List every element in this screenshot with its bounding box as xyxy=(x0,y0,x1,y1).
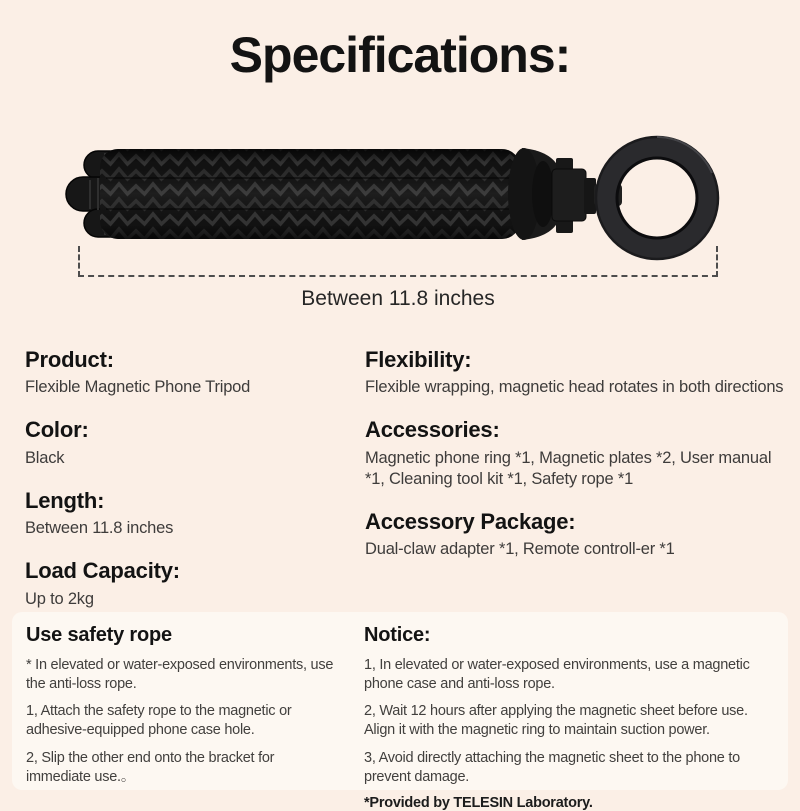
spec-label: Flexibility: xyxy=(365,347,472,372)
safety-rope-heading: Use safety rope xyxy=(26,624,172,646)
spec-label: Product: xyxy=(25,347,114,372)
safety-note: 2, Slip the other end onto the bracket for immediate use.。 xyxy=(26,749,275,785)
spec-label: Accessory Package: xyxy=(365,508,576,534)
spec-item-load-capacity xyxy=(25,558,345,609)
safety-note: 1, Attach the safety rope to the magnetic or adhesive-equipped phone case hole. xyxy=(26,703,292,739)
spec-column-left xyxy=(25,347,345,629)
page-title: Specifications: xyxy=(229,27,571,83)
spec-value: Flexible wrapping, magnetic head rotates in both directions xyxy=(365,378,784,397)
spec-label: Accessories: xyxy=(365,417,500,443)
spec-value: Magnetic phone ring *1, Magnetic plates *2, User manual *1, Cleaning tool kit *1, Safety rope *1 xyxy=(365,448,772,488)
spec-value: Black xyxy=(25,448,65,467)
spec-item-accessory-package xyxy=(365,509,793,560)
notice-section xyxy=(364,624,776,811)
notice-heading: Notice: xyxy=(364,624,431,646)
magnetic-ring xyxy=(596,137,718,259)
spec-item-product xyxy=(25,347,345,398)
safety-rope-section xyxy=(26,624,336,795)
dimension-label: Between 11.8 inches xyxy=(301,287,495,310)
tripod-body xyxy=(100,149,520,239)
footer-notes-card xyxy=(12,612,788,811)
spec-item-accessories xyxy=(365,417,793,490)
spec-value: Up to 2kg xyxy=(25,589,94,608)
notice-item: 1, In elevated or water-exposed environments, use a magnetic phone case and anti-loss rope. xyxy=(364,657,750,693)
spec-item-flexibility xyxy=(365,347,793,398)
spec-label: Color: xyxy=(25,417,89,443)
spec-value: Flexible Magnetic Phone Tripod xyxy=(25,378,251,397)
spec-value: Dual-claw adapter *1, Remote controll-er *1 xyxy=(365,540,675,559)
spec-label: Load Capacity: xyxy=(25,558,180,584)
spec-label: Length: xyxy=(25,487,105,513)
provider-footnote: *Provided by TELESIN Laboratory. xyxy=(364,794,593,811)
spec-item-length xyxy=(25,488,345,539)
notice-item: 3, Avoid directly attaching the magnetic sheet to the phone to prevent damage. xyxy=(364,749,740,785)
spec-column-right xyxy=(365,347,793,579)
spec-value: Between 11.8 inches xyxy=(25,519,174,538)
spec-item-color xyxy=(25,417,345,468)
notice-item: 2, Wait 12 hours after applying the magnetic sheet before use. Align it with the magnetic ring to maintain suction power. xyxy=(364,703,748,739)
safety-note: * In elevated or water-exposed environments, use the anti-loss rope. xyxy=(26,657,334,693)
dimension-bracket xyxy=(78,246,718,277)
